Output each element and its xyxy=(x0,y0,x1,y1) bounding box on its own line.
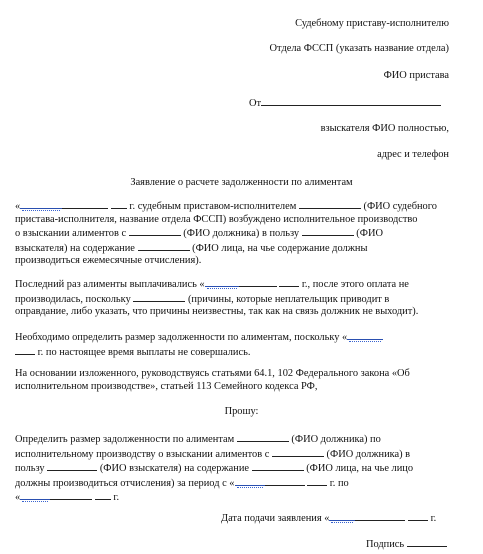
p4-row1: На основании изложенного, руководствуясь статьями 64.1, 102 Федерального закона «Об xyxy=(15,368,410,379)
name-blank xyxy=(129,226,181,236)
date-blank xyxy=(347,330,383,340)
p1-text: (ФИО судебного xyxy=(360,201,437,212)
p1-quote: « xyxy=(15,201,21,212)
header-from-label: От xyxy=(249,98,262,109)
signature xyxy=(366,537,447,551)
p4-row2: исполнительном производстве», статьей 113 Семейного кодекса РФ, xyxy=(15,380,318,392)
date-label: Дата подачи заявления « xyxy=(221,513,330,524)
p5-row2 xyxy=(15,447,467,462)
date-blank xyxy=(20,490,50,500)
header-bailiff-name: ФИО пристава xyxy=(383,70,449,81)
year-blank xyxy=(307,476,327,486)
signature-label: Подпись xyxy=(366,539,407,550)
p2-text: (причины, которые неплательщик приводит в xyxy=(185,293,390,305)
p5-text: пользу xyxy=(15,463,48,475)
year-blank xyxy=(279,277,299,287)
p1-row4 xyxy=(15,241,467,256)
p1-row1 xyxy=(15,199,467,214)
name-blank xyxy=(272,447,324,457)
p5-row5 xyxy=(15,490,467,505)
date-blank xyxy=(355,511,405,521)
header-department: Отдела ФССП (указать название отдела) xyxy=(269,43,449,54)
p5-text: (ФИО должника) по xyxy=(288,434,381,445)
document-title: Заявление о расчете задолженности по алиментам xyxy=(130,177,353,188)
p2-text: Последний раз алименты выплачивались « xyxy=(15,279,205,290)
year-blank xyxy=(111,199,127,209)
signature-blank xyxy=(407,537,447,547)
name-blank xyxy=(252,461,304,471)
name-blank xyxy=(299,199,361,209)
p1-text: г. судебным приставом-исполнителем xyxy=(126,201,299,212)
date-blank xyxy=(239,277,277,287)
p2-row3: оправдание, либо указать, что причины неизвестны, так как на связь должник не выходит). xyxy=(15,306,419,318)
request-heading: Прошу: xyxy=(224,406,259,417)
p1-row3 xyxy=(15,226,467,241)
p5-row4 xyxy=(15,476,467,491)
date-blank xyxy=(205,277,239,287)
name-blank xyxy=(302,226,354,236)
date-blank xyxy=(62,199,108,209)
p5-text: (ФИО взыскателя) на содержание xyxy=(97,463,252,475)
p1-text: взыскателя) на содержание xyxy=(15,242,138,254)
header-recipient: Судебному приставу-исполнителю xyxy=(295,18,449,29)
p5-text: (ФИО должника) в xyxy=(323,448,411,460)
p5-text: Определить размер задолженности по алиментам xyxy=(15,434,237,445)
p5-row1 xyxy=(15,432,467,447)
name-blank xyxy=(47,461,97,471)
p5-text: г. по xyxy=(327,477,349,489)
p5-text: должны производиться отчисления) за период с « xyxy=(15,477,235,489)
date-blank xyxy=(329,511,355,521)
submission-date xyxy=(221,511,436,525)
p1-text: (ФИО xyxy=(353,228,383,240)
p5-row3 xyxy=(15,461,467,476)
p1-row5: производиться ежемесячные отчисления). xyxy=(15,255,202,267)
p2-row2 xyxy=(15,292,467,307)
p5-text: « xyxy=(15,492,21,504)
p3-row2 xyxy=(15,345,467,360)
header-address: адрес и телефон xyxy=(377,149,449,160)
header-from xyxy=(249,96,441,110)
p1-text: (ФИО лица, на чье содержание должны xyxy=(189,242,368,254)
p5-text: (ФИО лица, на чье лицо xyxy=(303,463,414,475)
date-blank xyxy=(235,476,265,486)
paragraph-legal-basis xyxy=(15,368,467,393)
reason-blank xyxy=(133,292,185,302)
date-blank xyxy=(265,476,305,486)
p2-row1 xyxy=(15,277,467,292)
p3-text: г. по настоящее время выплаты не совершались. xyxy=(35,346,251,358)
name-blank xyxy=(138,241,190,251)
year-blank xyxy=(95,490,111,500)
paragraph-request xyxy=(15,432,467,505)
p3-text: Необходимо определить размер задолженности по алиментам, поскольку « xyxy=(15,332,348,343)
paragraph-necessity xyxy=(15,330,467,359)
name-blank xyxy=(237,432,289,442)
p3-row1 xyxy=(15,330,467,345)
p2-text: производилась, поскольку xyxy=(15,293,134,305)
p5-text: г. xyxy=(110,492,120,504)
p5-text: исполнительному производству о взыскании алиментов с xyxy=(15,448,272,460)
p1-text: (ФИО должника) в пользу xyxy=(180,228,302,240)
date-blank xyxy=(20,199,62,209)
p1-text: о взыскании алиментов с xyxy=(15,228,129,240)
date-blank xyxy=(50,490,92,500)
year-blank xyxy=(15,345,35,355)
paragraph-last-payment xyxy=(15,277,467,319)
from-blank xyxy=(261,96,441,106)
header-claimant: взыскателя ФИО полностью, xyxy=(320,123,449,134)
p2-text: г., после этого оплата не xyxy=(299,279,409,290)
date-suffix: г. xyxy=(428,513,437,524)
paragraph-enforcement xyxy=(15,199,467,268)
p1-row2: пристава-исполнителя, название отдела ФССП) возбуждено исполнительное производство xyxy=(15,213,418,225)
year-blank xyxy=(408,511,428,521)
